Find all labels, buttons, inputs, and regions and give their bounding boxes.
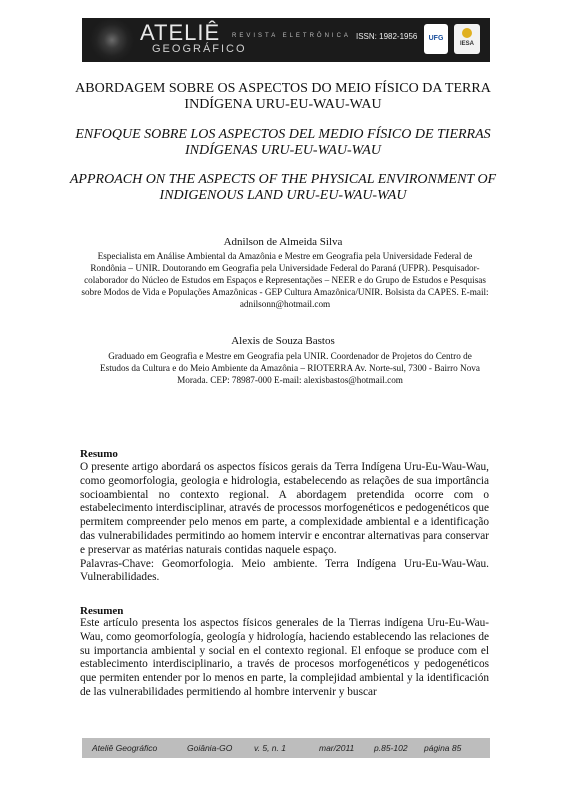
resumen-heading: Resumen xyxy=(80,605,124,617)
iesa-logo-text: IESA xyxy=(459,41,474,47)
ufg-logo: UFG xyxy=(424,24,448,54)
journal-logo-subtitle: GEOGRÁFICO xyxy=(152,43,247,55)
resumo-text: O presente artigo abordará os aspectos físicos gerais da Terra Indígena Uru-Eu-Wau-Wau, como geomorfologia, geologia e hidrologia, estabelecendo as relações de sua importância socioambiental no contexto regional. A abordagem pretendida ocorre com o estabelecimento interdisciplinar, através de processos morfogenéticos e pedogenéticos que permitem compreender pelo menos em parte, a complexidade ambiental e a identificação das vulnerabilidades permitindo ao homem intervir e encontrar alternativas para conservar e preservar as matérias naturais contidas naquele espaço. xyxy=(80,461,489,556)
iesa-sun-icon xyxy=(462,28,472,38)
title-english: APPROACH ON THE ASPECTS OF THE PHYSICAL ENVIRONMENT OF INDIGENOUS LAND URU-EU-WAU-WAU xyxy=(69,172,497,203)
iesa-logo xyxy=(454,24,480,54)
journal-header-banner xyxy=(82,18,490,62)
footer-city: Goiânia-GO xyxy=(187,743,233,753)
author-affiliation: Especialista em Análise Ambiental da Amazônia e Mestre em Geografia pela Universidade Federal de Rondônia – UNIR. Doutorando em Geografia pela Universidade Federal do Paraná (UFPR). Pesquisador-colaborador do Núcleo de Estudos em Espaços e Representações – NEER e do Grupo de Estudos e Pesquisas sobre Modos de Vida e Populações Amazônicas - GEP Cultura Amazônica/UNIR. Bolsista da CAPES. E-mail: adnilsonn@hotmail.com xyxy=(81,251,489,309)
title-spanish: ENFOQUE SOBRE LOS ASPECTOS DEL MEDIO FÍSICO DE TIERRAS INDÍGENAS URU-EU-WAU-WAU xyxy=(75,127,491,158)
footer-volume: v. 5, n. 1 xyxy=(254,743,286,753)
footer-date: mar/2011 xyxy=(319,743,355,753)
footer-pages: p.85-102 xyxy=(374,743,408,753)
title-portuguese: ABORDAGEM SOBRE OS ASPECTOS DO MEIO FÍSICO DA TERRA INDÍGENA URU-EU-WAU-WAU xyxy=(75,81,491,112)
resumo-heading: Resumo xyxy=(80,448,118,460)
resumo-section xyxy=(80,461,489,585)
swirl-logo-graphic xyxy=(82,18,146,62)
resumo-keywords: Palavras-Chave: Geomorfologia. Meio ambiente. Terra Indígena Uru-Eu-Wau-Wau. Vulnerabilidades. xyxy=(80,557,489,584)
author-affiliation: Graduado em Geografia e Mestre em Geografia pela UNIR. Coordenador de Projetos do Centro de Estudos da Cultura e do Meio Ambiente da Amazônia – RIOTERRA Av. Norte-sul, 7300 - Bairro Nova Morada. CEP: 78987-000 E-mail: alexisbastos@hotmail.com xyxy=(100,351,480,385)
footer-page-number: página 85 xyxy=(424,743,462,753)
issn-label: ISSN: 1982-1956 xyxy=(356,32,418,41)
footer-journal: Ateliê Geográfico xyxy=(92,743,158,753)
page-footer xyxy=(82,738,490,758)
author-name: Alexis de Souza Bastos xyxy=(231,335,335,347)
author-name: Adnilson de Almeida Silva xyxy=(223,236,343,248)
resumen-text: Este artículo presenta los aspectos físicos generales de la Tierras indígena Uru-Eu-Wau-Wau, como geomorfología, geología y hidrología, haciendo establecendo las relaciones de su importancia ambiental y social en el contexto regional. El enfoque se produce com el establecimento interdisciplinario, a través de procesos morfogenéticos y pedogenéticos que permiten entender por lo menos en parte, la complejidad ambiental y la identificación de las vulnerabilidades permitiendo al hombre intervenir y buscar xyxy=(80,617,489,698)
journal-type-label: REVISTA ELETRÔNICA xyxy=(232,33,351,39)
journal-logo-title: ATELIÊ xyxy=(140,20,221,45)
